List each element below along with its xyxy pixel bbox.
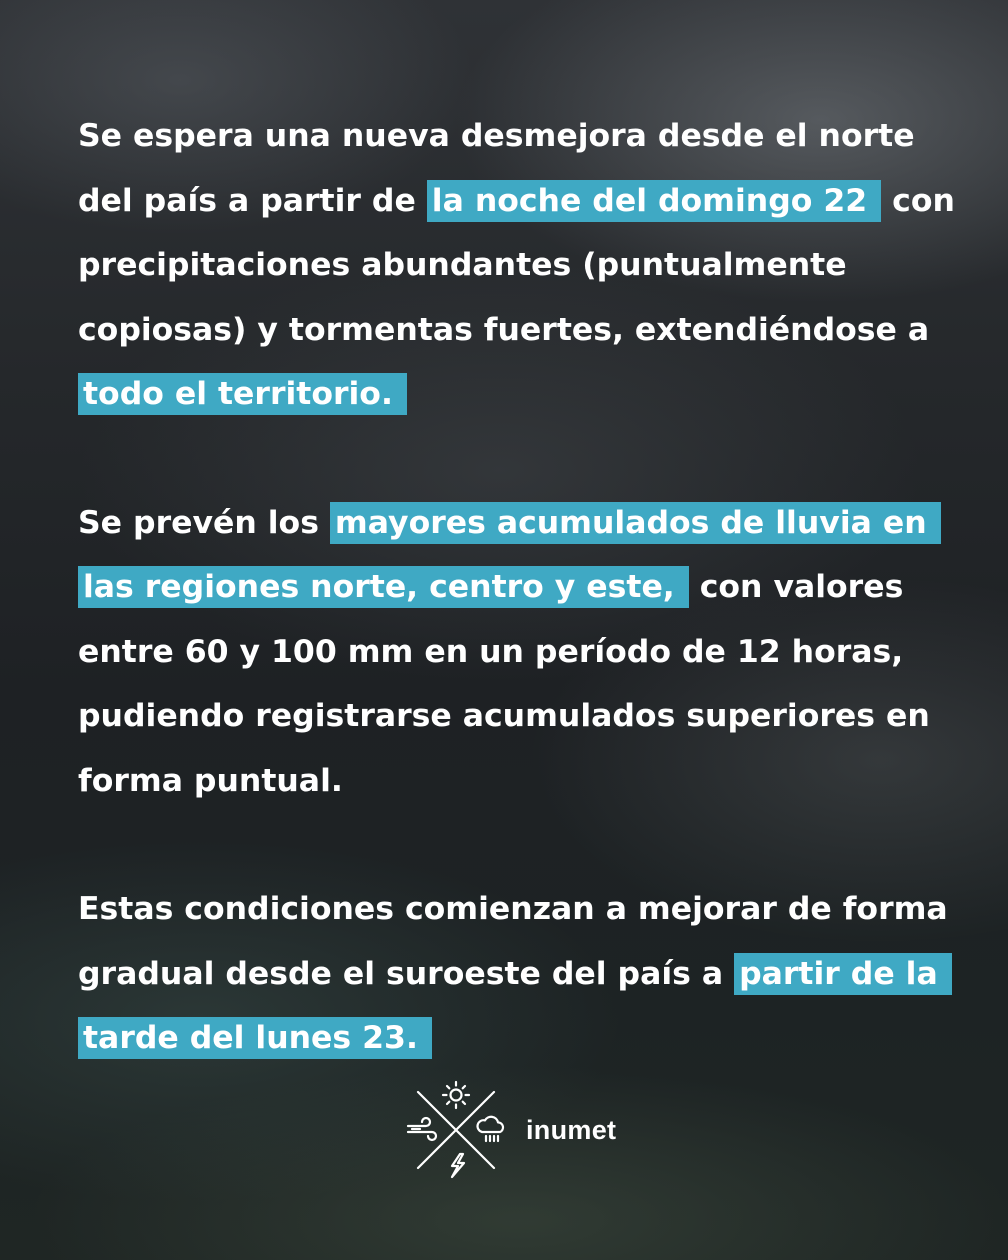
text-segment: Se prevén los (78, 504, 330, 541)
highlighted-text: la noche del domingo 22 (427, 180, 881, 222)
sun-icon (443, 1082, 469, 1108)
paragraph-1 (78, 104, 958, 427)
text-segment: Estas condiciones comienzan a mejorar de forma gradual desde el suroeste del país a (78, 891, 948, 992)
highlighted-text: todo el territorio. (78, 373, 407, 415)
paragraph-3 (78, 877, 958, 1071)
rain-cloud-icon (478, 1117, 504, 1141)
inumet-logo (404, 1078, 616, 1182)
brand-name: inumet (526, 1114, 617, 1145)
highlighted-text: mayores acumulados de lluvia en las regiones norte, centro y este, (78, 502, 941, 609)
paragraph-2 (78, 491, 958, 814)
text-segment: con valores entre 60 y 100 mm en un período de 12 horas, pudiendo registrarse acumulados superiores en forma puntual. (78, 569, 930, 799)
announcement-text (78, 104, 958, 1071)
text-segment: Se espera una nueva desmejora desde el norte del país a partir de (78, 118, 915, 219)
wind-icon (408, 1118, 436, 1140)
logo-mark-icon (404, 1078, 508, 1182)
lightning-icon (452, 1154, 464, 1177)
text-segment: con precipitaciones abundantes (puntualmente copiosas) y tormentas fuertes, extendiéndose a (78, 182, 955, 348)
highlighted-text: partir de la tarde del lunes 23. (78, 953, 952, 1060)
